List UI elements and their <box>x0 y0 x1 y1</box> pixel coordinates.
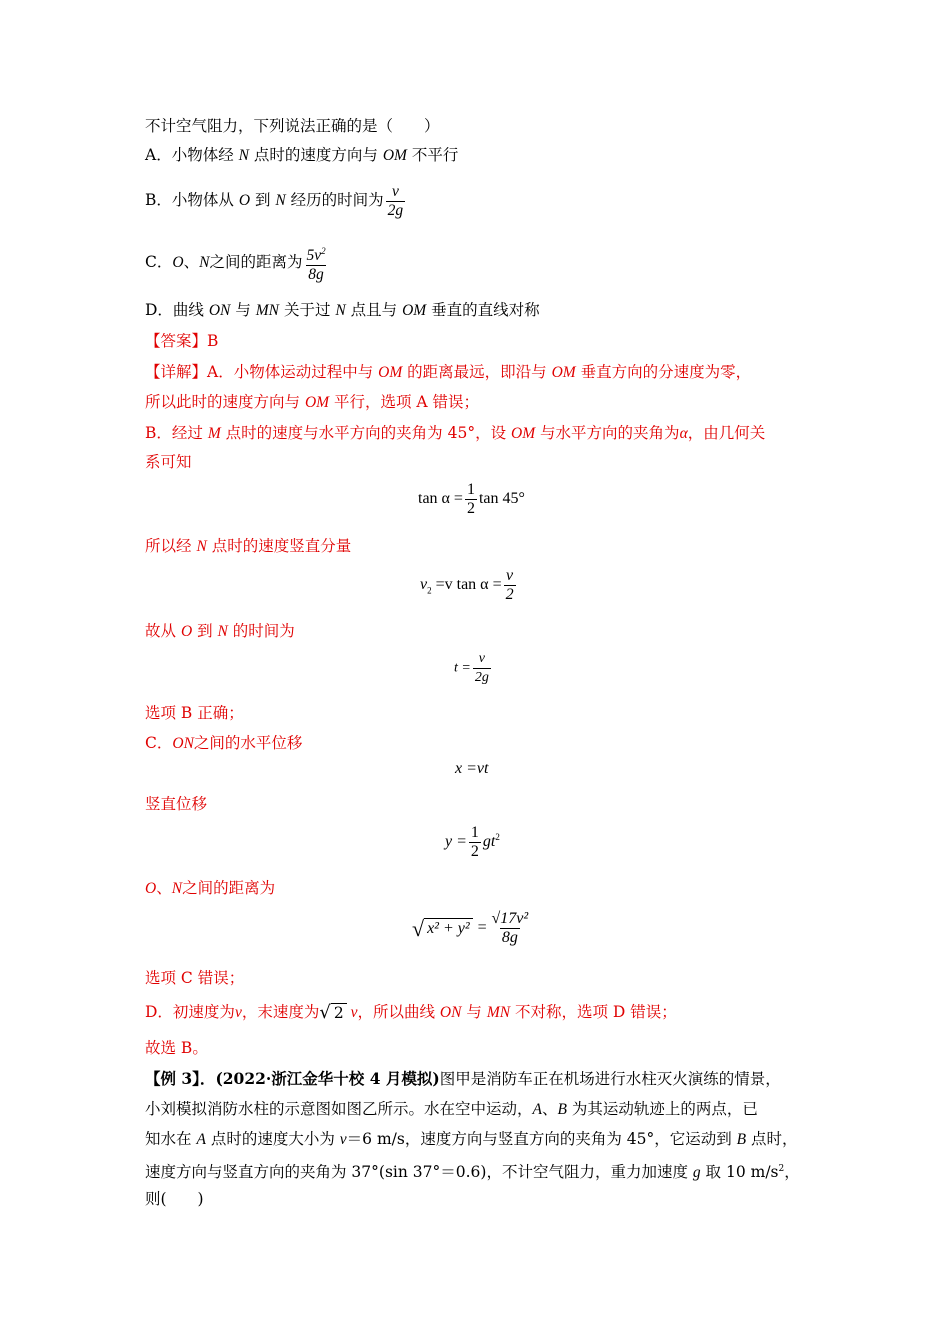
fraction-numerator: v <box>506 567 514 584</box>
option-c <box>145 242 330 284</box>
var-v: v <box>420 576 428 594</box>
detail-label: 【详解】 <box>145 363 208 381</box>
option-a-text: 点时的速度方向与 <box>248 146 383 164</box>
example-text: 点时， <box>746 1130 798 1148</box>
formula-t <box>454 650 493 687</box>
fraction <box>304 242 327 284</box>
detail-line-6 <box>145 621 295 642</box>
detail-text: 不对称，选项 D 错误； <box>510 1003 677 1021</box>
var-n: N <box>171 880 183 897</box>
fraction-denominator: 2 <box>466 500 475 517</box>
option-a <box>145 145 458 166</box>
detail-text: ，由几何关 <box>687 424 766 442</box>
example3-line-1 <box>145 1069 781 1089</box>
detail-text: 故从 <box>145 622 181 640</box>
var-o: O <box>172 254 184 272</box>
var-a: A <box>196 1131 206 1148</box>
subscript: 2 <box>427 585 432 596</box>
var-n: N <box>275 192 286 209</box>
var-n: N <box>238 147 249 164</box>
example-text: 速度方向与竖直方向的夹角为 37°(sin 37°＝0.6)，不计空气阻力，重力加速度 <box>145 1163 693 1182</box>
separator: 、 <box>183 253 200 272</box>
formula-distance <box>412 910 532 947</box>
var-om: OM <box>511 425 536 442</box>
detail-text: D．初速度为 <box>145 1003 235 1021</box>
detail-text: 的距离最远，即沿与 <box>402 363 552 381</box>
superscript: 2 <box>321 246 326 256</box>
example3-line-3 <box>145 1129 798 1150</box>
detail-line-13: 故选 B。 <box>145 1039 208 1057</box>
detail-line-3 <box>145 423 765 444</box>
example-label: 【例 3】． <box>145 1069 216 1088</box>
var-b: B <box>557 1101 567 1118</box>
fraction-numerator: v <box>478 651 485 666</box>
detail-text: 平行，选项 A 错误； <box>329 393 480 411</box>
example-source: (2022·浙江金华十校 4 月模拟) <box>215 1069 440 1088</box>
option-d <box>145 300 540 321</box>
fraction-denominator: 8g <box>501 929 518 946</box>
detail-text: 之间的水平位移 <box>193 734 303 752</box>
fraction <box>469 824 481 861</box>
fraction <box>473 650 491 687</box>
example3-line-5: 则( ) <box>145 1190 204 1208</box>
numerator-text: 5v <box>306 247 322 265</box>
example3-line-2 <box>145 1099 758 1120</box>
var-g: g <box>692 1164 701 1182</box>
fraction-denominator: 2 <box>470 843 479 860</box>
option-c-text: C． <box>145 253 173 272</box>
superscript: 2 <box>495 831 500 842</box>
detail-line-7: 选项 B 正确； <box>145 704 244 722</box>
square-root <box>319 1003 346 1023</box>
option-d-text: 与 <box>230 301 256 319</box>
fraction-denominator: 2g <box>387 201 404 219</box>
var-v: v <box>339 1131 347 1148</box>
example-text: ， <box>784 1163 800 1182</box>
fraction-denominator: 8g <box>308 266 324 284</box>
example-text: 取 10 m/s <box>700 1163 779 1182</box>
var-n: N <box>335 302 346 319</box>
radical-sign: √ <box>412 915 425 941</box>
fraction-denominator: 2g <box>474 670 489 685</box>
var-n: N <box>217 623 228 640</box>
superscript: 2 <box>778 1164 785 1174</box>
detail-line-1 <box>145 362 751 383</box>
detail-line-10 <box>145 878 275 899</box>
var-om: OM <box>402 302 427 319</box>
option-c-text: 之间的距离为 <box>209 253 303 272</box>
option-a-text: A．小物体经 <box>145 146 239 164</box>
formula-x: x =vt <box>455 760 489 777</box>
detail-line-2 <box>145 392 479 413</box>
square-root <box>412 915 473 941</box>
var-o: O <box>180 623 193 640</box>
option-b-text: 经历的时间为 <box>285 191 384 209</box>
fraction-denominator: 2 <box>505 586 514 603</box>
answer-value: B <box>207 332 219 350</box>
equals-sign: = <box>472 919 488 937</box>
var-om: OM <box>304 394 330 411</box>
detail-text: 垂直方向的分速度为零， <box>575 363 752 381</box>
detail-text: ，所以曲线 <box>357 1003 440 1021</box>
fraction-numerator: v <box>391 182 399 200</box>
option-d-text: 垂直的直线对称 <box>426 301 540 319</box>
var-n: N <box>196 538 207 555</box>
example-text: ＝6 m/s，速度方向与竖直方向的夹角为 45°，它运动到 <box>346 1130 737 1148</box>
detail-text: B．经过 <box>145 424 208 442</box>
option-d-text: 关于过 <box>279 301 336 319</box>
var-n: N <box>199 254 210 272</box>
example-text: 知水在 <box>145 1130 197 1148</box>
var-om: OM <box>378 364 403 381</box>
example-text: 图甲是消防车正在机场进行水柱灭火演练的情景， <box>439 1070 781 1088</box>
detail-text: A．小物体运动过程中与 <box>207 363 379 381</box>
var-v: v <box>346 1004 358 1021</box>
formula-mid: =v tan α = <box>431 576 502 594</box>
detail-text: 所以此时的速度方向与 <box>145 393 305 411</box>
fraction <box>504 567 516 604</box>
example-text: 小刘模拟消防水柱的示意图如图乙所示。水在空中运动， <box>145 1100 533 1118</box>
option-b-text: 到 <box>250 191 276 209</box>
var-v: v <box>234 1004 242 1021</box>
detail-line-4: 系可知 <box>145 453 192 471</box>
detail-text: 与水平方向的夹角为 <box>535 424 680 442</box>
detail-text: 点时的速度与水平方向的夹角为 45°，设 <box>220 424 512 442</box>
var-om: OM <box>551 364 576 381</box>
formula-v2 <box>420 567 518 604</box>
option-b-text: B．小物体从 <box>145 191 239 209</box>
var-a: A <box>532 1101 542 1118</box>
formula-left: t = <box>454 660 471 676</box>
separator: 、 <box>156 879 172 897</box>
example-text: 点时的速度大小为 <box>205 1130 340 1148</box>
radical-sign: √ <box>319 1002 331 1023</box>
example3-line-4 <box>145 1159 800 1183</box>
detail-text: 点时的速度竖直分量 <box>206 537 352 555</box>
fraction <box>465 481 477 518</box>
var-on: ON <box>439 1004 462 1021</box>
option-d-text: 点且与 <box>345 301 403 319</box>
formula-left: tan α = <box>418 490 463 508</box>
detail-text: 到 <box>192 622 218 640</box>
option-b <box>145 180 407 221</box>
var-mn: MN <box>255 302 280 319</box>
formula-right: gt <box>482 833 496 851</box>
detail-line-5 <box>145 536 351 557</box>
option-d-text: D．曲线 <box>145 301 209 319</box>
option-a-text: 不平行 <box>406 146 459 164</box>
var-b: B <box>736 1131 747 1148</box>
var-on: ON <box>172 735 194 752</box>
var-o: O <box>238 192 251 209</box>
radicand: 2 <box>331 1003 347 1023</box>
formula-left: y = <box>445 833 467 851</box>
detail-line-11: 选项 C 错误； <box>145 969 245 987</box>
detail-text: 的时间为 <box>227 622 295 640</box>
answer-line <box>145 331 218 351</box>
detail-text: C． <box>145 734 173 752</box>
var-mn: MN <box>486 1004 511 1021</box>
example-text: 为其运动轨迹上的两点，已 <box>566 1100 758 1118</box>
detail-text: 之间的距离为 <box>182 879 276 897</box>
formula-y <box>445 824 500 861</box>
detail-text: 与 <box>461 1003 487 1021</box>
detail-text: 所以经 <box>145 537 197 555</box>
var-m: M <box>207 425 221 442</box>
fraction <box>386 183 406 220</box>
var-om: OM <box>382 147 407 164</box>
formula-tan-alpha <box>418 481 525 518</box>
fraction-numerator: 1 <box>466 481 475 498</box>
detail-text: ，末速度为 <box>241 1003 320 1021</box>
detail-line-8 <box>145 733 302 754</box>
var-alpha: α <box>679 425 688 442</box>
fraction <box>489 910 530 947</box>
separator: 、 <box>541 1100 558 1118</box>
fraction-numerator <box>304 242 327 265</box>
var-o: O <box>145 880 157 897</box>
formula-right: tan 45° <box>478 490 525 508</box>
fraction-numerator: √17v² <box>491 910 529 927</box>
radicand: x² + y² <box>424 918 473 940</box>
detail-line-12 <box>145 1002 677 1023</box>
fraction-numerator: 1 <box>470 824 479 841</box>
answer-label: 【答案】 <box>145 332 208 350</box>
detail-line-9: 竖直位移 <box>145 795 208 813</box>
question-stem: 不计空气阻力，下列说法正确的是（ ） <box>145 117 440 135</box>
var-on: ON <box>208 302 231 319</box>
